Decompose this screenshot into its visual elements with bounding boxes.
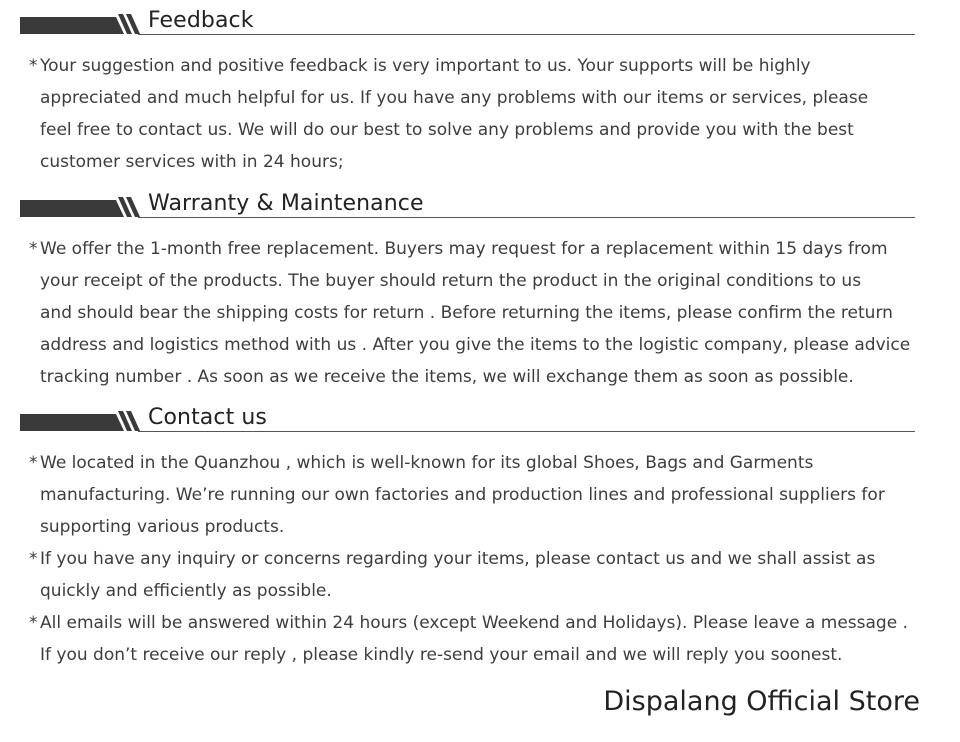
section-title: Warranty & Maintenance	[148, 191, 424, 216]
section-divider	[138, 34, 915, 35]
text-line: address and logistics method with us . After you give the items to the logistic company, please advice	[40, 335, 911, 355]
bullet-marker: *	[29, 549, 38, 569]
text-line: appreciated and much helpful for us. If you have any problems with our items or services, please	[40, 88, 869, 108]
text-line: If you don’t receive our reply , please kindly re-send your email and we will reply you soonest.	[40, 645, 843, 665]
text-line: Your suggestion and positive feedback is very important to us. Your supports will be highly	[40, 56, 811, 76]
text-line: All emails will be answered within 24 hours (except Weekend and Holidays). Please leave a message .	[40, 613, 908, 633]
section-body	[20, 447, 920, 671]
section-body	[20, 50, 920, 178]
bullet-marker: *	[29, 56, 38, 76]
text-line: customer services with in 24 hours;	[40, 152, 344, 172]
text-line: feel free to contact us. We will do our best to solve any problems and provide you with the best	[40, 120, 854, 140]
text-line: your receipt of the products. The buyer should return the product in the original conditions to us	[40, 271, 862, 291]
bullet-marker: *	[29, 453, 38, 473]
section-warranty	[20, 193, 920, 393]
paragraph	[20, 233, 920, 393]
paragraph	[20, 447, 920, 543]
section-header	[20, 10, 920, 36]
text-line: If you have any inquiry or concerns regarding your items, please contact us and we shall assist as	[40, 549, 876, 569]
paragraph	[20, 50, 920, 178]
text-line: supporting various products.	[40, 517, 285, 537]
section-header	[20, 193, 920, 219]
section-header	[20, 407, 920, 433]
section-divider	[138, 217, 915, 218]
section-contact	[20, 407, 920, 671]
header-stripe-icon	[20, 193, 144, 219]
text-line: We offer the 1-month free replacement. Buyers may request for a replacement within 15 days from	[40, 239, 888, 259]
text-line: We located in the Quanzhou , which is well-known for its global Shoes, Bags and Garments	[40, 453, 814, 473]
header-stripe-icon	[20, 407, 144, 433]
text-line: quickly and efficiently as possible.	[40, 581, 332, 601]
store-name: Dispalang Official Store	[603, 686, 920, 717]
section-body	[20, 233, 920, 393]
paragraph	[20, 607, 920, 671]
text-line: manufacturing. We’re running our own factories and production lines and professional suppliers for	[40, 485, 885, 505]
bullet-marker: *	[29, 613, 38, 633]
text-line: and should bear the shipping costs for return . Before returning the items, please confirm the return	[40, 303, 893, 323]
header-stripe-icon	[20, 10, 144, 36]
bullet-marker: *	[29, 239, 38, 259]
section-title: Contact us	[148, 405, 267, 430]
text-line: tracking number . As soon as we receive the items, we will exchange them as soon as possible.	[40, 367, 854, 387]
section-title: Feedback	[148, 8, 254, 33]
section-feedback	[20, 10, 920, 178]
paragraph	[20, 543, 920, 607]
section-divider	[138, 431, 915, 432]
